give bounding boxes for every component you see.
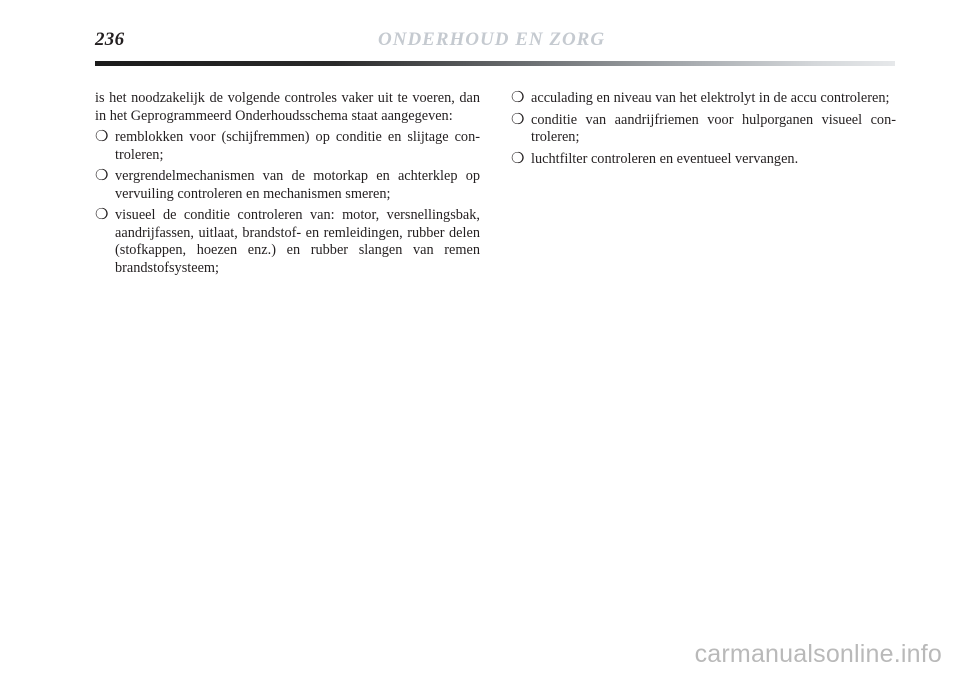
right-column [511,90,896,172]
circle-bullet-icon: ❍ [95,129,109,145]
list-item [95,207,480,277]
list-item-text: vergrendelmechanismen van de motorkap en achterklep op vervuiling controleren en mechanismen smeren; [115,168,480,202]
page-number: 236 [95,29,125,50]
list-item-text: acculading en niveau van het elektrolyt in de accu controleren; [531,90,890,106]
circle-bullet-icon: ❍ [95,168,109,184]
list-item-text: visueel de conditie controleren van: motor, versnellingsbak, aandrijfassen, uitlaat, brandstof- en remleidingen, rubber delen (stofkappen, hoezen enz.) en rubber slangen van remen brandstofsysteem; [115,207,480,276]
section-title: ONDERHOUD EN ZORG [378,29,606,50]
list-item-text: conditie van aandrijfriemen voor hulporganen visueel controleren; [531,111,896,145]
list-item [95,168,480,203]
list-item-text: remblokken voor (schijfremmen) op conditie en slijtage controleren; [115,129,480,163]
intro-paragraph: is het noodzakelijk de volgende controles vaker uit te voeren, dan in het Geprogrammeerd Onderhoudsschema staat aangegeven: [95,90,480,124]
list-item [95,129,480,164]
circle-bullet-icon: ❍ [511,111,525,128]
left-column [95,90,480,281]
header-rule [95,61,895,66]
left-checklist [95,129,480,277]
list-item-text: luchtfilter controleren en eventueel vervangen. [531,150,799,167]
list-item [511,151,896,169]
list-item [511,112,896,147]
right-checklist [511,90,896,168]
watermark-link[interactable]: carmanualsonline.info [694,640,942,668]
list-item [511,90,896,108]
circle-bullet-icon: ❍ [95,207,109,223]
circle-bullet-icon: ❍ [511,90,525,106]
circle-bullet-icon: ❍ [511,150,525,167]
